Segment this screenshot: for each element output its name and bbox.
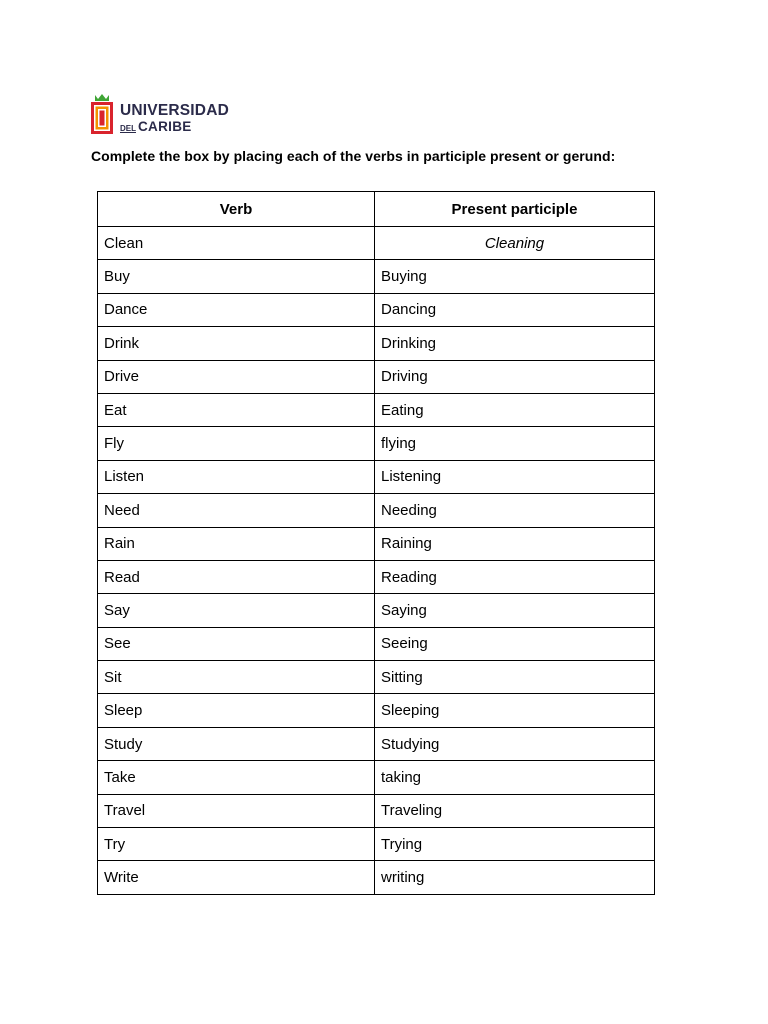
participle-cell: Dancing xyxy=(375,293,655,326)
verb-cell: Drive xyxy=(98,360,375,393)
table-row xyxy=(98,427,655,460)
participle-cell: Saying xyxy=(375,594,655,627)
verb-cell: Travel xyxy=(98,794,375,827)
participle-cell: Sitting xyxy=(375,661,655,694)
verb-table xyxy=(97,191,655,895)
table-row xyxy=(98,661,655,694)
logo-del: DEL xyxy=(120,124,136,133)
table-row xyxy=(98,560,655,593)
table-header-row xyxy=(98,192,655,227)
verb-cell: Need xyxy=(98,494,375,527)
participle-cell: Driving xyxy=(375,360,655,393)
verb-cell: Listen xyxy=(98,460,375,493)
participle-cell: Raining xyxy=(375,527,655,560)
university-logo-icon xyxy=(90,92,114,136)
table-row xyxy=(98,794,655,827)
participle-cell: Traveling xyxy=(375,794,655,827)
participle-cell: Studying xyxy=(375,727,655,760)
verb-cell: Rain xyxy=(98,527,375,560)
participle-cell: writing xyxy=(375,861,655,894)
verb-cell: Study xyxy=(98,727,375,760)
participle-cell: Eating xyxy=(375,393,655,426)
table-row xyxy=(98,293,655,326)
university-logo-text xyxy=(120,103,229,134)
table-row xyxy=(98,761,655,794)
logo-universidad: UNIVERSIDAD xyxy=(120,102,229,119)
table-row xyxy=(98,727,655,760)
verb-cell: Fly xyxy=(98,427,375,460)
verb-cell: Dance xyxy=(98,293,375,326)
verb-cell: Say xyxy=(98,594,375,627)
participle-cell: Needing xyxy=(375,494,655,527)
verb-cell: Write xyxy=(98,861,375,894)
participle-cell: Reading xyxy=(375,560,655,593)
table-row xyxy=(98,861,655,894)
verb-cell: Sit xyxy=(98,661,375,694)
participle-cell-example: Cleaning xyxy=(375,227,655,260)
participle-cell: flying xyxy=(375,427,655,460)
header-present-participle: Present participle xyxy=(375,192,655,227)
participle-cell: Drinking xyxy=(375,327,655,360)
participle-cell: Seeing xyxy=(375,627,655,660)
table-row xyxy=(98,694,655,727)
verb-cell: Read xyxy=(98,560,375,593)
verb-cell: See xyxy=(98,627,375,660)
verb-cell: Clean xyxy=(98,227,375,260)
table-row xyxy=(98,460,655,493)
logo-line2 xyxy=(120,120,229,134)
table-row xyxy=(98,828,655,861)
logo-caribe: CARIBE xyxy=(138,119,192,134)
table-row xyxy=(98,360,655,393)
verb-cell: Drink xyxy=(98,327,375,360)
participle-cell: Trying xyxy=(375,828,655,861)
table-row xyxy=(98,227,655,260)
participle-cell: Sleeping xyxy=(375,694,655,727)
table-row xyxy=(98,594,655,627)
instruction-text: Complete the box by placing each of the verbs in participle present or gerund: xyxy=(91,148,616,164)
table-row xyxy=(98,527,655,560)
verb-cell: Sleep xyxy=(98,694,375,727)
participle-cell: Buying xyxy=(375,260,655,293)
table-row xyxy=(98,260,655,293)
table-row xyxy=(98,494,655,527)
table-row xyxy=(98,627,655,660)
verb-cell: Buy xyxy=(98,260,375,293)
participle-cell: taking xyxy=(375,761,655,794)
table-row xyxy=(98,393,655,426)
participle-cell: Listening xyxy=(375,460,655,493)
verb-cell: Take xyxy=(98,761,375,794)
verb-cell: Try xyxy=(98,828,375,861)
table-row xyxy=(98,327,655,360)
header-verb: Verb xyxy=(98,192,375,227)
university-logo xyxy=(90,92,229,136)
verb-cell: Eat xyxy=(98,393,375,426)
